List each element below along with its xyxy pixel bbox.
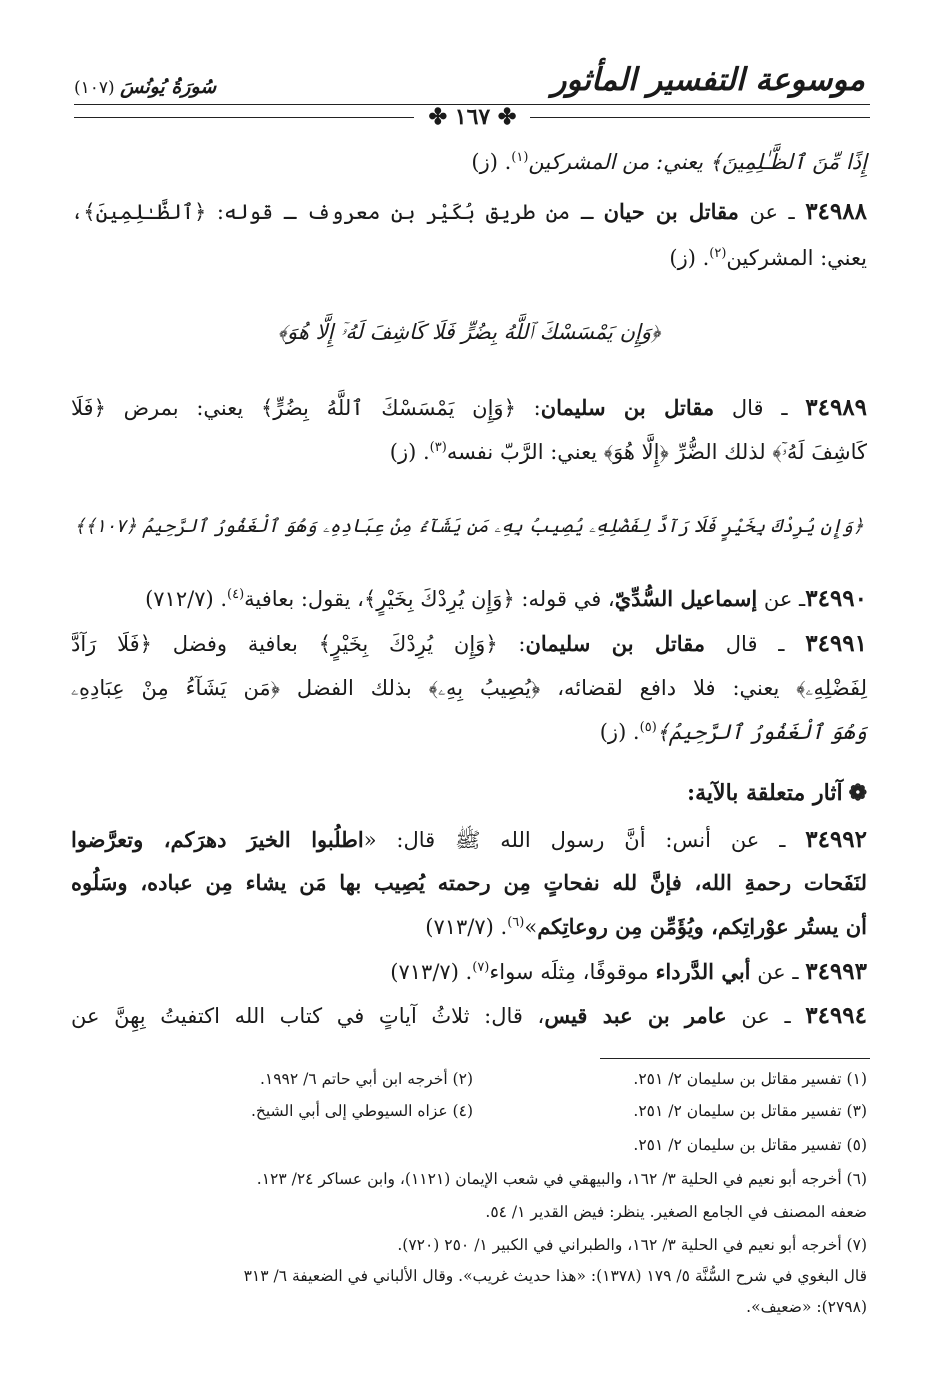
narration-34992: ٣٤٩٩٢ ـ عن أنس: أنَّ رسول الله ﷺ قال: «اطلُبوا الخيرَ دهرَكم، وتعرَّضوا (71, 826, 867, 853)
narration-34993: ٣٤٩٩٣ ـ عن أبي الدَّرداء موقوفًا، مِثلَه سواء$^{(٧)}$. (٧١٣/٧) (390, 958, 867, 985)
footnote-1: (١) تفسير مقاتل بن سليمان ٢/ ٢٥١. (633, 1070, 867, 1088)
text-line: وَهُوَ ٱلْغَفُورُ ٱلرَّحِيمُ﴾$^{(٥)}$. (ز) (599, 720, 867, 744)
footnote-ref: (٥) (639, 720, 657, 735)
narrator-name: مقاتل بن سليمان (525, 631, 706, 656)
page-number: ✤ ١٦٧ ✤ (428, 104, 517, 130)
ayah-heading: ﴿وَإِن يُرِدْكَ بِخَيْرٍ فَلَا رَآدَّ لِفَضْلِهِۦ يُصِيبُ بِهِۦ مَن يَشَآءُ مِنْ عِبَادِهِۦ وَهُوَ ٱلْغَفُورُ ٱلرَّحِيمُ ﴿١٠٧﴾﴾ (74, 516, 864, 537)
narration-34991: ٣٤٩٩١ ـ قال مقاتل بن سليمان: ﴿وَإِن يُرِدْكَ بِخَيْرٍ﴾ بعافية وفضل ﴿فَلَا رَآدَّ (71, 630, 867, 657)
narrator-name: إسماعيل السُّدِّيّ (614, 586, 758, 611)
footnote-6-note: ضعفه المصنف في الجامع الصغير. ينظر: فيض القدير ١/ ٥٤. (485, 1203, 867, 1221)
footnote-4: (٤) عزاه السيوطي إلى أبي الشيخ. (250, 1102, 473, 1120)
flower-icon: ❁ (848, 780, 867, 806)
text-line: إِذًا مِّنَ ٱلظَّـٰلِمِينَ﴾ يعني: من المشركين$^{(١)}$. (ز) (471, 150, 867, 174)
book-title: موسوعة التفسير المأثور (551, 62, 865, 98)
text-line: يعني: المشركين$^{(٢)}$. (ز) (669, 246, 867, 270)
narrator-name: أبي الدَّرداء (655, 959, 751, 984)
ornament-icon: ✤ (428, 104, 455, 130)
footnote-5: (٥) تفسير مقاتل بن سليمان ٢/ ٢٥١. (633, 1136, 867, 1154)
text-line: كَاشِفَ لَهُۥٓ﴾ لذلك الضُّرِّ ﴿إِلَّا هُوَ﴾ يعني: الرَّبّ نفسه$^{(٣)}$. (ز) (389, 440, 867, 464)
surah-header (74, 76, 216, 98)
footnote-6: (٦) أخرجه أبو نعيم في الحلية ٣/ ١٦٢، والبيهقي في شعب الإيمان (١١٢١)، وابن عساكر ٢٤/ ١٢٣. (256, 1170, 867, 1188)
text-line: لِفَضْلِهِۦ﴾ يعني: فلا دافع لقضائه، ﴿يُصِيبُ بِهِۦ﴾ بذلك الفضل ﴿مَن يَشَآءُ مِنْ عِبَادِهِۦ (71, 676, 867, 700)
footnote-3: (٣) تفسير مقاتل بن سليمان ٢/ ٢٥١. (633, 1102, 867, 1120)
footnote-2: (٢) أخرجه ابن أبي حاتم ٦/ ١٩٩٢. (259, 1070, 473, 1088)
footnote-ref: (٣) (429, 440, 447, 455)
narration-34994: ٣٤٩٩٤ ـ عن عامر بن عبد قيس، قال: ثلاثُ آياتٍ في كتاب الله اكتفيتُ بِهِنَّ عن (71, 1002, 867, 1029)
narrator-name: مقاتل بن حيان (603, 199, 739, 224)
header-rule-right (530, 117, 870, 118)
section-title: ❁آثار متعلقة بالآية: (687, 780, 867, 806)
footnote-ref: (٢) (709, 246, 727, 261)
footnote-separator (600, 1058, 870, 1059)
surah-name: سُورَةُ يُونُسَ (120, 76, 217, 98)
footnote-7-note: قال البغوي في شرح السُّنَّة ٥/ ١٧٩ (١٣٧٨): «هذا حديث غريب». وقال الألباني في الضعيفة ٦/ ٣١٣ (243, 1267, 867, 1285)
footnote-ref: (٧) (472, 960, 490, 975)
narrator-name: مقاتل بن سليمان (540, 395, 715, 420)
footnote-ref: (٤) (227, 587, 245, 602)
footnote-7: (٧) أخرجه أبو نعيم في الحلية ٣/ ١٦٢، والطبراني في الكبير ١/ ٢٥٠ (٧٢٠). (397, 1236, 867, 1254)
ornament-icon: ✤ (490, 104, 517, 130)
text-line: لنَفَحات رحمةِ الله، فإنَّ لله نفحاتٍ مِن رحمته يُصِيب بها مَن يشاء مِن عباده، وسَلُوه (71, 870, 867, 895)
footnote-ref: (١) (511, 150, 529, 165)
narrator-name: عامر بن عبد قيس (544, 1003, 727, 1028)
text-line: أن يستُر عوْراتِكم، ويُؤَمِّن مِن روعاتِكم»$^{(٦)}$. (٧١٣/٧) (425, 914, 867, 939)
footnote-7-note-cont: (٢٧٩٨): «ضعيف». (746, 1298, 867, 1316)
header-rule-left (74, 117, 414, 118)
ayah-heading: ﴿وَإِن يَمْسَسْكَ ٱللَّهُ بِضُرٍّ فَلَا كَاشِفَ لَهُۥٓ إِلَّا هُوَ﴾ (277, 320, 661, 344)
ayah-range: (١٠٧) (74, 78, 115, 98)
footnote-ref: (٦) (507, 915, 525, 930)
narration-34989: ٣٤٩٨٩ ـ قال مقاتل بن سليمان: ﴿وَإِن يَمْسَسْكَ ٱللَّهُ بِضُرٍّ﴾ يعني: بمرض ﴿فَلَا (71, 394, 868, 421)
narration-34988: ٣٤٩٨٨ ـ عن مقاتل بن حيان ـ من طريق بُكَيْر بن معروف ـ قوله: ﴿ٱلظَّـٰلِمِينَ﴾، (71, 198, 867, 225)
narration-34990: ٣٤٩٩٠ـ عن إسماعيل السُّدِّيّ، في قوله: ﴿وَإِن يُرِدْكَ بِخَيْرٍ﴾، يقول: بعافية$^{(٤)}$. (٧١٢/٧) (145, 585, 867, 612)
